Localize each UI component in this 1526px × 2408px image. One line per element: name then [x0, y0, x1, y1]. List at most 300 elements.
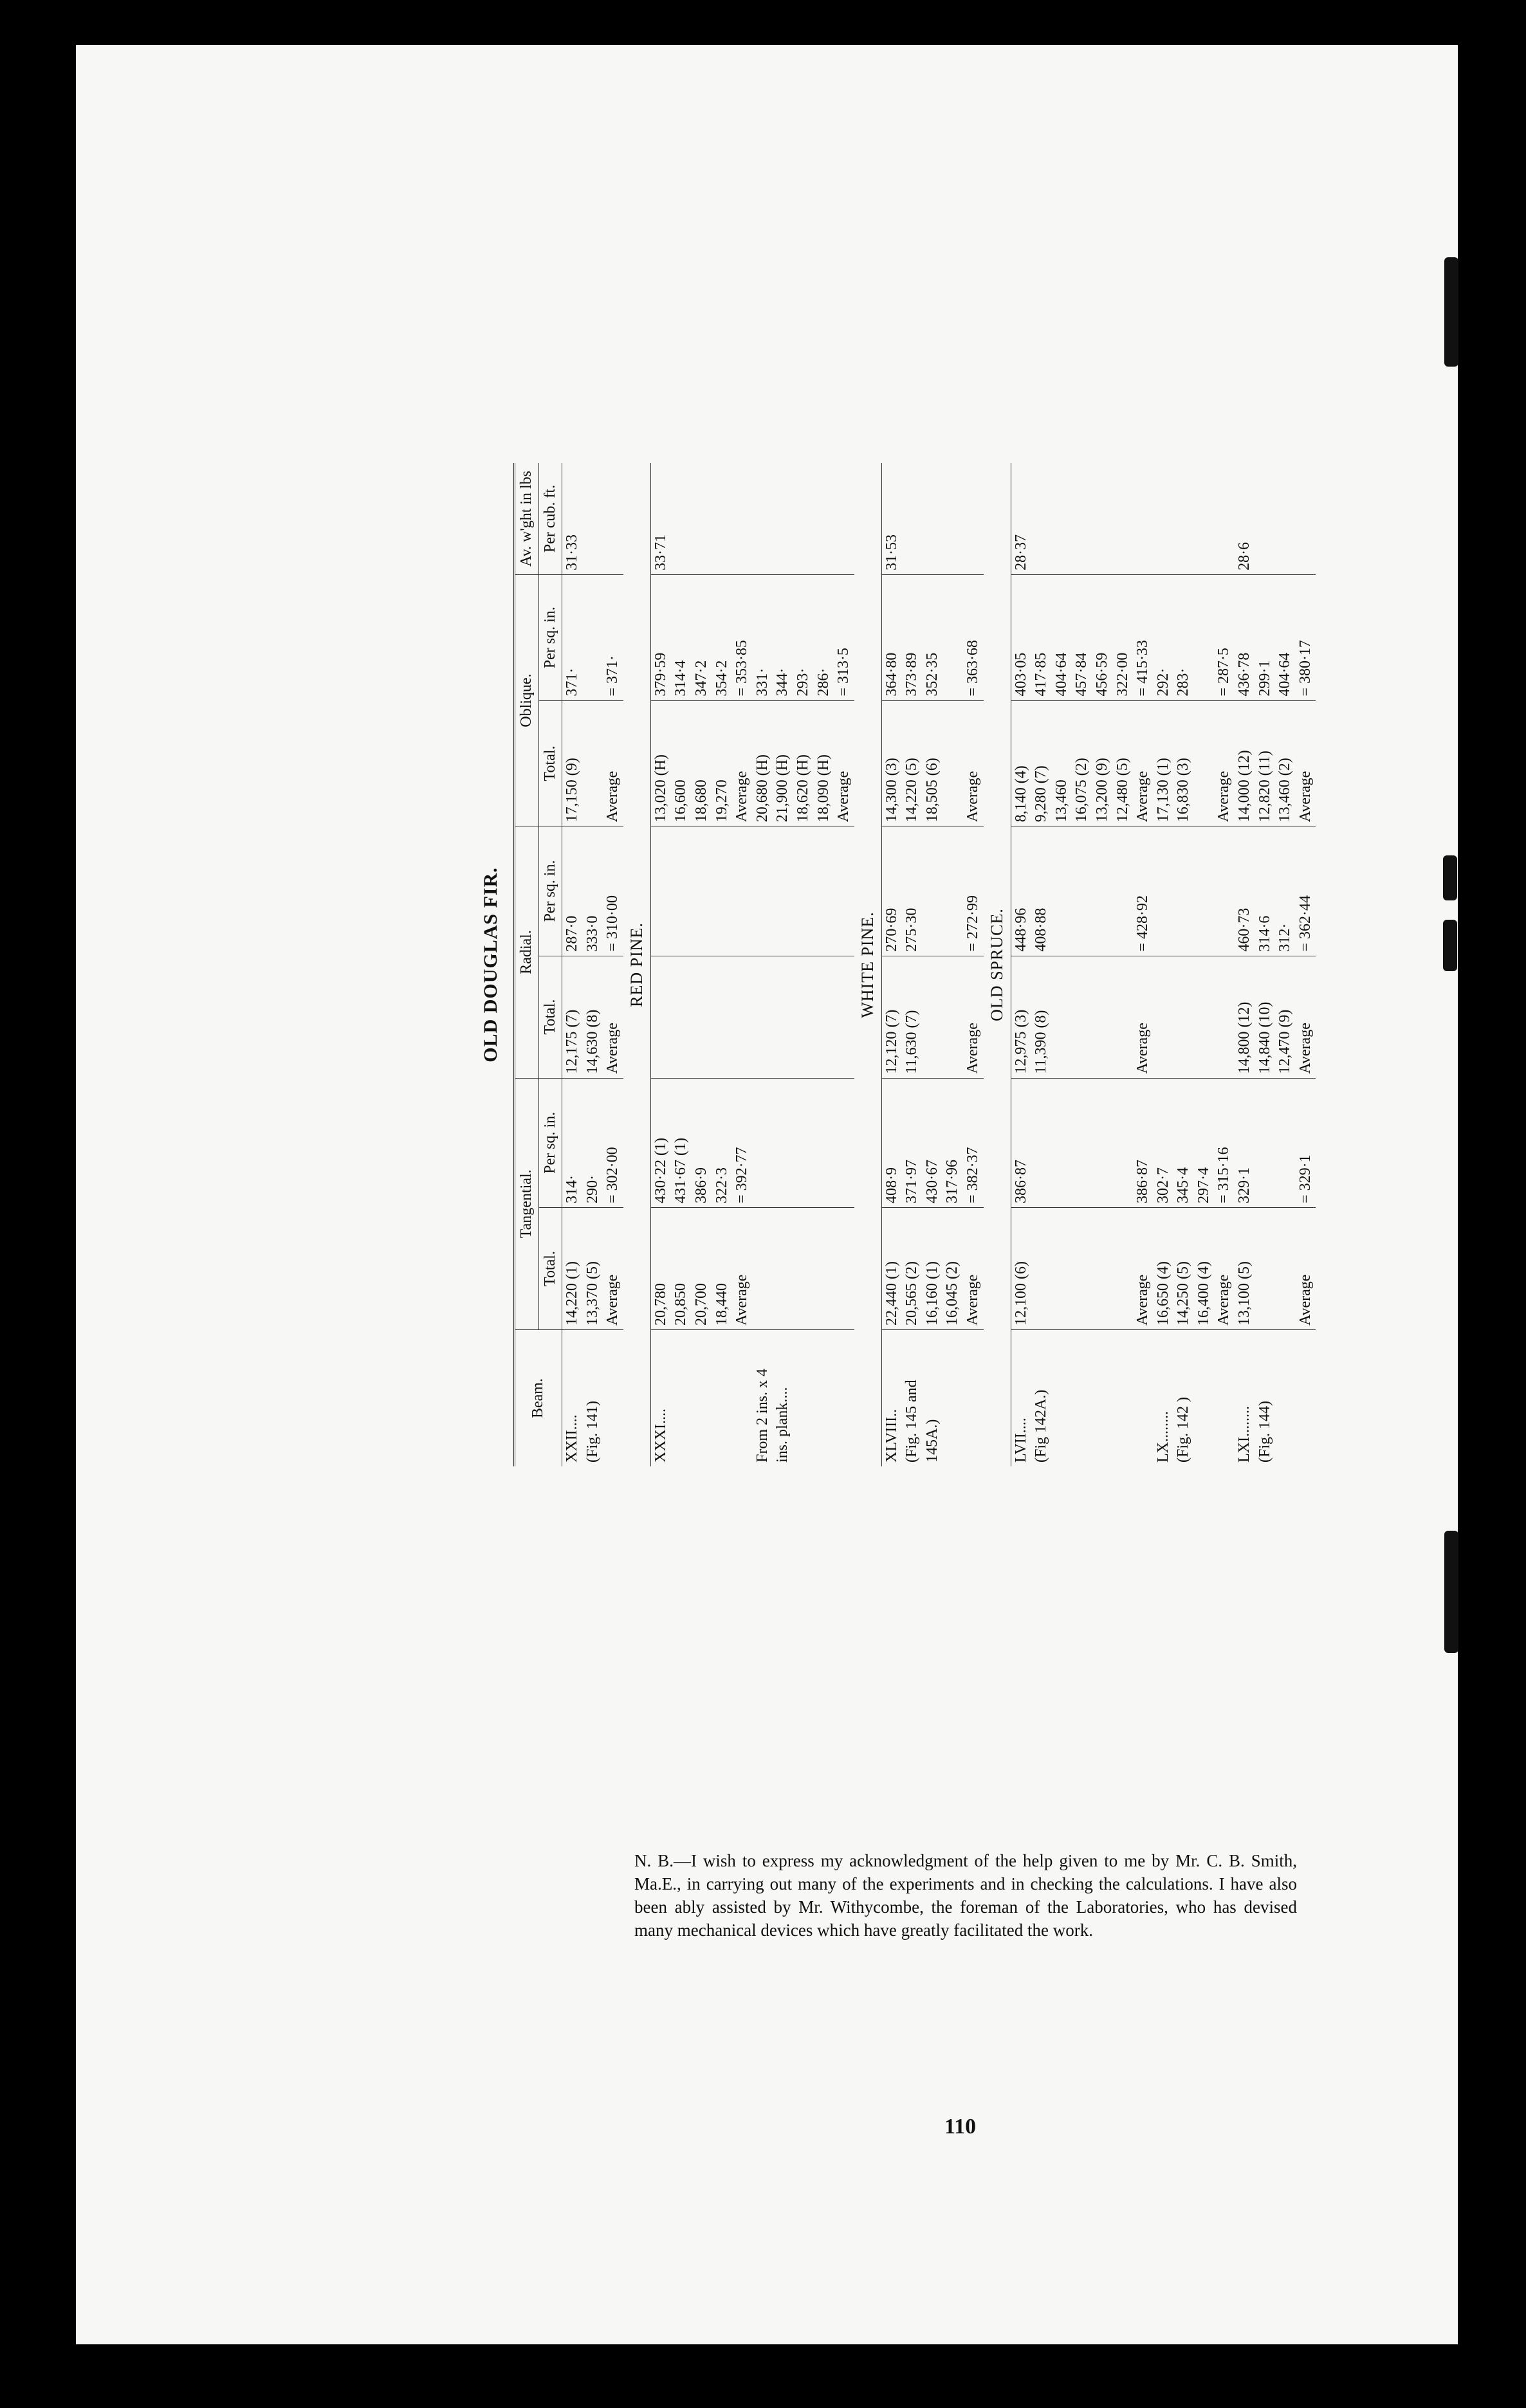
radial-per-sq-cell: 460·73	[1235, 826, 1255, 956]
section-title: WHITE PINE.	[858, 911, 877, 1018]
radial-per-sq-cell: 312·	[1275, 826, 1296, 956]
section-title: OLD SPRUCE.	[987, 908, 1006, 1021]
beam-cell	[834, 1330, 854, 1466]
beam-cell: LVII....	[1011, 1330, 1031, 1466]
tangential-total-cell: 22,440 (1)	[881, 1207, 902, 1329]
radial-per-sq-cell	[942, 826, 963, 956]
oblique-per-sq-cell: 373·89	[902, 574, 923, 700]
tangential-per-sq-cell: = 382·37	[963, 1078, 984, 1207]
beam-cell	[1296, 1330, 1316, 1466]
binding-mark	[1443, 855, 1457, 900]
tangential-per-sq-cell: 317·96	[942, 1078, 963, 1207]
tangential-per-sq-cell	[1052, 1078, 1072, 1207]
tangential-per-sq-cell	[1255, 1078, 1276, 1207]
oblique-per-sq-cell: 331·	[753, 574, 773, 700]
header-rad-persq: Per sq. in.	[538, 826, 562, 956]
tangential-total-cell	[753, 1207, 773, 1329]
oblique-total-cell: 18,090 (H)	[814, 700, 834, 826]
beam-cell: (Fig. 145 and	[903, 1380, 921, 1463]
radial-per-sq-cell	[1092, 826, 1113, 956]
oblique-per-sq-cell: 292·	[1154, 574, 1174, 700]
radial-total-cell: 11,630 (7)	[902, 956, 923, 1078]
tangential-per-sq-cell: = 329·1	[1296, 1078, 1316, 1207]
weight-cell	[1092, 463, 1113, 574]
radial-total-cell: 14,630 (8)	[583, 956, 603, 1078]
tangential-total-cell: Average	[603, 1207, 623, 1329]
tangential-total-cell	[1113, 1207, 1134, 1329]
tangential-per-sq-cell	[1072, 1078, 1092, 1207]
oblique-total-cell: 13,460	[1052, 700, 1072, 826]
oblique-per-sq-cell	[942, 574, 963, 700]
tangential-per-sq-cell: = 302·00	[603, 1078, 623, 1207]
oblique-total-cell	[1194, 700, 1215, 826]
table-row	[1296, 463, 1316, 1466]
radial-total-cell: Average	[1296, 956, 1316, 1078]
oblique-total-cell: 17,130 (1)	[1154, 700, 1174, 826]
oblique-per-sq-cell: = 363·68	[963, 574, 984, 700]
tangential-total-cell: 12,100 (6)	[1011, 1207, 1031, 1329]
radial-total-cell	[773, 956, 793, 1078]
oblique-total-cell: Average	[834, 700, 854, 826]
oblique-total-cell: 16,600	[671, 700, 692, 826]
beam-cell	[1194, 1330, 1215, 1466]
header-beam: Beam.	[515, 1330, 562, 1466]
radial-total-cell	[814, 956, 834, 1078]
radial-total-cell: Average	[963, 956, 984, 1078]
radial-per-sq-cell	[1052, 826, 1072, 956]
tangential-per-sq-cell: 345·4	[1173, 1078, 1194, 1207]
oblique-total-cell: 18,680	[692, 700, 712, 826]
tangential-total-cell: 14,250 (5)	[1173, 1207, 1194, 1329]
weight-cell	[1072, 463, 1092, 574]
weight-cell	[1154, 463, 1174, 574]
table-row	[902, 463, 923, 1466]
table-row	[753, 463, 773, 1466]
beam-cell: XXII....	[562, 1330, 583, 1466]
section-title-row	[984, 463, 1011, 1466]
radial-per-sq-cell: 287·0	[562, 826, 583, 956]
radial-total-cell	[1173, 956, 1194, 1078]
oblique-per-sq-cell: 314·4	[671, 574, 692, 700]
oblique-total-cell: 16,075 (2)	[1072, 700, 1092, 826]
oblique-total-cell: 16,830 (3)	[1173, 700, 1194, 826]
beam-cell	[814, 1330, 834, 1466]
beam-cell: XLVIII..	[881, 1330, 902, 1466]
rotated-table-content	[475, 463, 1466, 1466]
radial-per-sq-cell: 314·6	[1255, 826, 1276, 956]
tangential-total-cell: 20,780	[650, 1207, 671, 1329]
oblique-total-cell: 19,270	[712, 700, 733, 826]
radial-per-sq-cell	[1072, 826, 1092, 956]
weight-cell	[1052, 463, 1072, 574]
table-row	[650, 463, 671, 1466]
tangential-total-cell: 20,700	[692, 1207, 712, 1329]
table-row	[732, 463, 753, 1466]
tangential-per-sq-cell: 408·9	[881, 1078, 902, 1207]
weight-cell	[963, 463, 984, 574]
header-tangential: Tangential.	[515, 1078, 539, 1329]
radial-per-sq-cell	[834, 826, 854, 956]
beam-cell	[1133, 1330, 1154, 1466]
header-weight: Av. w'ght in lbs	[515, 463, 539, 574]
table-row	[1031, 463, 1052, 1466]
table-row	[881, 463, 902, 1466]
tangential-per-sq-cell	[1031, 1078, 1052, 1207]
tangential-per-sq-cell	[773, 1078, 793, 1207]
oblique-total-cell: 9,280 (7)	[1031, 700, 1052, 826]
beam-cell: (Fig. 144)	[1256, 1401, 1273, 1463]
radial-per-sq-cell	[753, 826, 773, 956]
radial-per-sq-cell	[814, 826, 834, 956]
radial-per-sq-cell	[1173, 826, 1194, 956]
weight-cell	[814, 463, 834, 574]
radial-per-sq-cell	[1214, 826, 1235, 956]
beam-cell: (Fig. 141)	[584, 1401, 601, 1463]
tangential-total-cell: 20,850	[671, 1207, 692, 1329]
radial-total-cell: 12,470 (9)	[1275, 956, 1296, 1078]
beam-cell	[1113, 1330, 1134, 1466]
tangential-total-cell	[793, 1207, 814, 1329]
header-radial: Radial.	[515, 826, 539, 1078]
tangential-total-cell: 13,370 (5)	[583, 1207, 603, 1329]
beam-cell: 145A.)	[923, 1419, 941, 1463]
radial-total-cell	[1092, 956, 1113, 1078]
radial-per-sq-cell: = 428·92	[1133, 826, 1154, 956]
weight-cell	[712, 463, 733, 574]
tangential-per-sq-cell: 386·87	[1011, 1078, 1031, 1207]
table-row	[1194, 463, 1215, 1466]
radial-per-sq-cell	[793, 826, 814, 956]
tangential-per-sq-cell	[814, 1078, 834, 1207]
oblique-total-cell: 8,140 (4)	[1011, 700, 1031, 826]
oblique-total-cell: Average	[603, 700, 623, 826]
radial-total-cell	[732, 956, 753, 1078]
tangential-per-sq-cell: 302·7	[1154, 1078, 1174, 1207]
oblique-total-cell: 21,900 (H)	[773, 700, 793, 826]
radial-per-sq-cell: 270·69	[881, 826, 902, 956]
radial-per-sq-cell	[692, 826, 712, 956]
tangential-total-cell	[1052, 1207, 1072, 1329]
beam-cell: LX........	[1154, 1411, 1172, 1463]
tangential-per-sq-cell: 371·97	[902, 1078, 923, 1207]
tangential-per-sq-cell	[753, 1078, 773, 1207]
weight-cell	[732, 463, 753, 574]
tangential-total-cell: Average	[732, 1207, 753, 1329]
tangential-per-sq-cell: 430·67	[923, 1078, 943, 1207]
header-tan-persq: Per sq. in.	[538, 1078, 562, 1207]
oblique-total-cell: 12,820 (11)	[1255, 700, 1276, 826]
weight-cell: 28·6	[1235, 463, 1255, 574]
header-obl-persq: Per sq. in.	[538, 574, 562, 700]
beam-cell	[692, 1330, 712, 1466]
beam-cell: LXI........	[1236, 1406, 1253, 1463]
radial-per-sq-cell: 333·0	[583, 826, 603, 956]
beam-cell	[942, 1330, 963, 1466]
radial-total-cell	[1154, 956, 1174, 1078]
tangential-total-cell: Average	[1133, 1207, 1154, 1329]
table-row	[1173, 463, 1194, 1466]
tangential-total-cell: Average	[1296, 1207, 1316, 1329]
tangential-total-cell: Average	[963, 1207, 984, 1329]
weight-cell	[773, 463, 793, 574]
beam-cell	[1072, 1330, 1092, 1466]
oblique-per-sq-cell	[583, 574, 603, 700]
radial-total-cell: Average	[1133, 956, 1154, 1078]
oblique-per-sq-cell: = 380·17	[1296, 574, 1316, 700]
radial-total-cell	[650, 956, 671, 1078]
weight-cell	[753, 463, 773, 574]
beam-cell: From 2 ins. x 4	[753, 1368, 771, 1463]
beam-cell	[1275, 1330, 1296, 1466]
oblique-per-sq-cell: 364·80	[881, 574, 902, 700]
radial-per-sq-cell: 448·96	[1011, 826, 1031, 956]
section-title-row	[623, 463, 650, 1466]
table-row	[583, 463, 603, 1466]
beam-cell	[712, 1330, 733, 1466]
oblique-per-sq-cell: 436·78	[1235, 574, 1255, 700]
weight-cell	[692, 463, 712, 574]
weight-cell	[793, 463, 814, 574]
oblique-total-cell: 13,460 (2)	[1275, 700, 1296, 826]
weight-cell	[923, 463, 943, 574]
table-row	[562, 463, 583, 1466]
page-number: 110	[944, 2115, 977, 2139]
tangential-total-cell	[773, 1207, 793, 1329]
beam-cell	[1092, 1330, 1113, 1466]
radial-total-cell	[692, 956, 712, 1078]
radial-per-sq-cell: = 362·44	[1296, 826, 1316, 956]
table-row	[1255, 463, 1276, 1466]
radial-per-sq-cell	[712, 826, 733, 956]
table-row	[1235, 463, 1255, 1466]
table-row	[1113, 463, 1134, 1466]
tangential-total-cell	[1275, 1207, 1296, 1329]
section-title: RED PINE.	[627, 922, 646, 1007]
table-row	[814, 463, 834, 1466]
weight-cell	[671, 463, 692, 574]
oblique-per-sq-cell: 404·64	[1052, 574, 1072, 700]
oblique-per-sq-cell: = 287·5	[1214, 574, 1235, 700]
table-row	[1092, 463, 1113, 1466]
radial-per-sq-cell	[1194, 826, 1215, 956]
table-row	[963, 463, 984, 1466]
radial-per-sq-cell	[773, 826, 793, 956]
acknowledgment-note: N. B.—I wish to express my acknowledgment of the help given to me by Mr. C. B. Smith, Ma.E., in carrying out many of the experiments and in checking the calculations. I have also been ably assisted by Mr. Withycombe, the foreman of the Laboratories, who has devised many mechanical devices which have greatly facilitated the work.	[634, 1851, 1297, 1940]
weight-cell	[902, 463, 923, 574]
tangential-per-sq-cell: 290·	[583, 1078, 603, 1207]
radial-total-cell	[793, 956, 814, 1078]
tangential-total-cell: 20,565 (2)	[902, 1207, 923, 1329]
table-row	[1154, 463, 1174, 1466]
header-oblique: Oblique.	[515, 574, 539, 826]
beam-cell	[732, 1330, 753, 1466]
radial-total-cell	[671, 956, 692, 1078]
tangential-per-sq-cell	[1275, 1078, 1296, 1207]
tangential-per-sq-cell	[793, 1078, 814, 1207]
tangential-per-sq-cell: 386·9	[692, 1078, 712, 1207]
weight-cell	[1173, 463, 1194, 574]
table-body	[562, 463, 1316, 1466]
oblique-total-cell: 13,020 (H)	[650, 700, 671, 826]
tangential-per-sq-cell: 386·87	[1133, 1078, 1154, 1207]
weight-cell	[1214, 463, 1235, 574]
radial-total-cell	[1113, 956, 1134, 1078]
radial-per-sq-cell	[650, 826, 671, 956]
section-title-row	[854, 463, 881, 1466]
oblique-total-cell: 17,150 (9)	[562, 700, 583, 826]
radial-per-sq-cell: = 272·99	[963, 826, 984, 956]
radial-total-cell: 14,800 (12)	[1235, 956, 1255, 1078]
radial-total-cell	[753, 956, 773, 1078]
oblique-per-sq-cell: = 415·33	[1133, 574, 1154, 700]
weight-cell	[603, 463, 623, 574]
weight-cell	[834, 463, 854, 574]
tangential-total-cell	[834, 1207, 854, 1329]
tangential-total-cell: 16,160 (1)	[923, 1207, 943, 1329]
tangential-total-cell: 16,650 (4)	[1154, 1207, 1174, 1329]
radial-total-cell	[1214, 956, 1235, 1078]
oblique-total-cell: Average	[1296, 700, 1316, 826]
oblique-per-sq-cell: 404·64	[1275, 574, 1296, 700]
radial-per-sq-cell	[1154, 826, 1174, 956]
oblique-per-sq-cell: 344·	[773, 574, 793, 700]
oblique-per-sq-cell: 347·2	[692, 574, 712, 700]
tangential-total-cell: Average	[1214, 1207, 1235, 1329]
tangential-per-sq-cell: 430·22 (1)	[650, 1078, 671, 1207]
tangential-total-cell	[1072, 1207, 1092, 1329]
weight-cell	[1133, 463, 1154, 574]
table-row	[942, 463, 963, 1466]
tangential-per-sq-cell: 297·4	[1194, 1078, 1215, 1207]
oblique-per-sq-cell: = 371·	[603, 574, 623, 700]
radial-per-sq-cell	[732, 826, 753, 956]
oblique-per-sq-cell: 286·	[814, 574, 834, 700]
beam-cell	[1052, 1330, 1072, 1466]
oblique-total-cell: Average	[732, 700, 753, 826]
beam-cell: (Fig 142A.)	[1033, 1389, 1050, 1463]
beam-cell	[793, 1330, 814, 1466]
oblique-total-cell: 13,200 (9)	[1092, 700, 1113, 826]
radial-total-cell: 14,840 (10)	[1255, 956, 1276, 1078]
radial-total-cell	[1052, 956, 1072, 1078]
header-row-groups	[515, 463, 539, 1466]
radial-total-cell	[942, 956, 963, 1078]
oblique-per-sq-cell: = 353·85	[732, 574, 753, 700]
radial-total-cell	[1072, 956, 1092, 1078]
radial-per-sq-cell: 275·30	[902, 826, 923, 956]
oblique-per-sq-cell: 299·1	[1255, 574, 1276, 700]
oblique-total-cell	[583, 700, 603, 826]
oblique-per-sq-cell: 352·35	[923, 574, 943, 700]
weight-cell: 31·53	[881, 463, 902, 574]
oblique-per-sq-cell: 457·84	[1072, 574, 1092, 700]
tangential-per-sq-cell: = 315·16	[1214, 1078, 1235, 1207]
oblique-total-cell: 12,480 (5)	[1113, 700, 1134, 826]
scanned-page	[76, 45, 1458, 2344]
radial-total-cell	[834, 956, 854, 1078]
oblique-total-cell: Average	[963, 700, 984, 826]
table-row	[1052, 463, 1072, 1466]
table-row	[712, 463, 733, 1466]
radial-total-cell: 11,390 (8)	[1031, 956, 1052, 1078]
table-row	[671, 463, 692, 1466]
header-per-cub-ft: Per cub. ft.	[538, 463, 562, 574]
radial-per-sq-cell	[671, 826, 692, 956]
tangential-per-sq-cell: = 392·77	[732, 1078, 753, 1207]
weight-cell	[942, 463, 963, 574]
radial-total-cell	[923, 956, 943, 1078]
tangential-per-sq-cell	[834, 1078, 854, 1207]
strength-table	[513, 463, 1316, 1466]
oblique-total-cell: 14,220 (5)	[902, 700, 923, 826]
oblique-per-sq-cell: 456·59	[1092, 574, 1113, 700]
header-row-units	[538, 463, 562, 1466]
weight-cell: 28·37	[1011, 463, 1031, 574]
header-tan-total: Total.	[538, 1207, 562, 1329]
table-row	[834, 463, 854, 1466]
tangential-total-cell: 18,440	[712, 1207, 733, 1329]
oblique-per-sq-cell: = 313·5	[834, 574, 854, 700]
weight-cell: 31·33	[562, 463, 583, 574]
beam-cell: (Fig. 142 )	[1175, 1397, 1192, 1463]
oblique-total-cell: 14,300 (3)	[881, 700, 902, 826]
oblique-per-sq-cell: 379·59	[650, 574, 671, 700]
tangential-per-sq-cell: 431·67 (1)	[671, 1078, 692, 1207]
radial-total-cell: 12,975 (3)	[1011, 956, 1031, 1078]
table-row	[1072, 463, 1092, 1466]
oblique-total-cell: Average	[1214, 700, 1235, 826]
tangential-total-cell: 16,400 (4)	[1194, 1207, 1215, 1329]
beam-cell	[963, 1330, 984, 1466]
header-obl-total: Total.	[538, 700, 562, 826]
table-row	[1214, 463, 1235, 1466]
weight-cell	[583, 463, 603, 574]
weight-cell: 33·71	[650, 463, 671, 574]
table-title: OLD DOUGLAS FIR.	[480, 867, 501, 1063]
tangential-per-sq-cell	[1113, 1078, 1134, 1207]
tangential-per-sq-cell	[1092, 1078, 1113, 1207]
table-row	[773, 463, 793, 1466]
radial-total-cell	[712, 956, 733, 1078]
beam-cell	[671, 1330, 692, 1466]
tangential-total-cell: 14,220 (1)	[562, 1207, 583, 1329]
binding-mark	[1444, 257, 1458, 367]
header-rad-total: Total.	[538, 956, 562, 1078]
oblique-per-sq-cell: 322·00	[1113, 574, 1134, 700]
tangential-per-sq-cell: 314·	[562, 1078, 583, 1207]
table-row	[1275, 463, 1296, 1466]
radial-total-cell	[1194, 956, 1215, 1078]
oblique-total-cell: 18,505 (6)	[923, 700, 943, 826]
binding-mark	[1444, 1531, 1458, 1653]
radial-total-cell: Average	[603, 956, 623, 1078]
oblique-total-cell: 14,000 (12)	[1235, 700, 1255, 826]
beam-cell: XXXI....	[650, 1330, 671, 1466]
tangential-total-cell: 16,045 (2)	[942, 1207, 963, 1329]
oblique-total-cell: 18,620 (H)	[793, 700, 814, 826]
tangential-total-cell	[1255, 1207, 1276, 1329]
table-row	[692, 463, 712, 1466]
table-row	[923, 463, 943, 1466]
tangential-total-cell: 13,100 (5)	[1235, 1207, 1255, 1329]
weight-cell	[1275, 463, 1296, 574]
beam-cell	[603, 1330, 623, 1466]
oblique-total-cell	[942, 700, 963, 826]
oblique-per-sq-cell: 283·	[1173, 574, 1194, 700]
tangential-total-cell	[814, 1207, 834, 1329]
weight-cell	[1194, 463, 1215, 574]
tangential-per-sq-cell: 322·3	[712, 1078, 733, 1207]
